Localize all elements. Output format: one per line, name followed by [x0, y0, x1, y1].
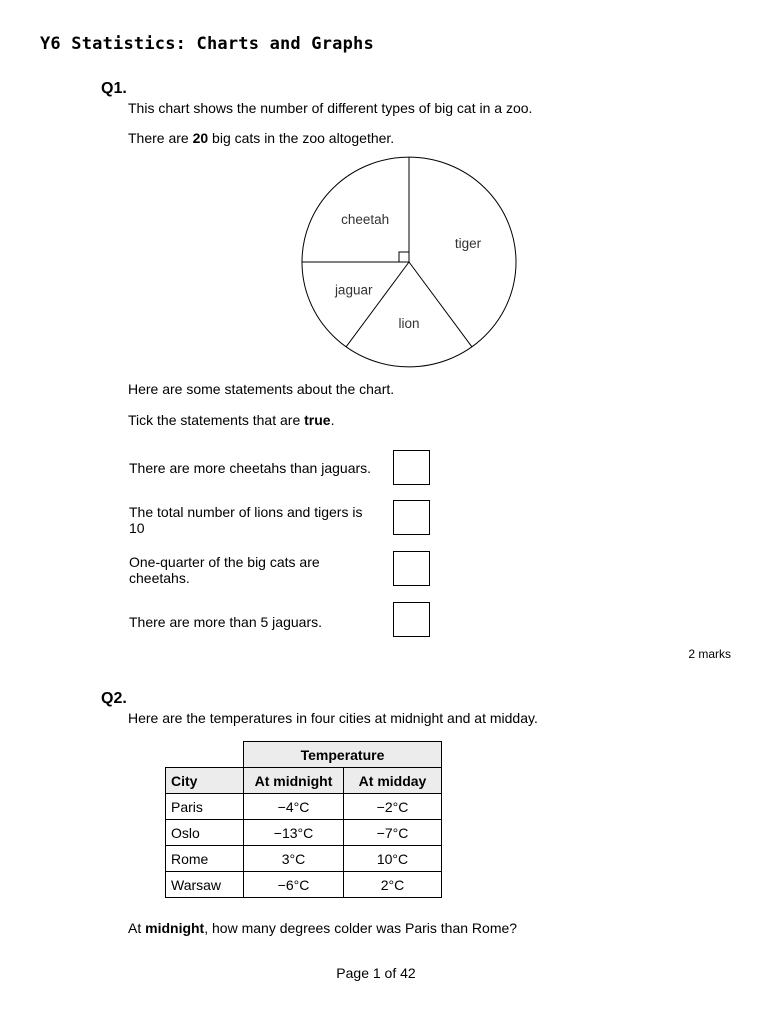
q1-tick-prefix: Tick the statements that are	[128, 412, 305, 428]
q2-question	[128, 920, 517, 936]
q2-question-suffix: , how many degrees colder was Paris than Rome?	[204, 920, 518, 936]
statement-2-text: The total number of lions and tigers is 10	[129, 504, 363, 536]
page-footer: Page 1 of 42	[336, 965, 416, 981]
column-header-midday: At midday	[344, 768, 442, 794]
temperature-header: Temperature	[244, 742, 442, 768]
midnight-cell: −4°C	[244, 794, 344, 820]
pie-chart	[296, 156, 526, 368]
statement-4-text: There are more than 5 jaguars.	[129, 614, 322, 630]
q2-intro: Here are the temperatures in four cities at midnight and at midday.	[128, 710, 538, 726]
q1-tick-bold: true	[304, 412, 331, 428]
pie-label-jaguar: jaguar	[334, 282, 373, 298]
q2-question-bold: midnight	[145, 920, 205, 936]
pie-label-lion: lion	[398, 315, 420, 331]
midday-cell: −7°C	[344, 820, 442, 846]
table-blank-cell	[166, 742, 244, 768]
table-row	[166, 846, 442, 872]
table-row	[166, 794, 442, 820]
q1-intro: This chart shows the number of different types of big cat in a zoo.	[128, 100, 533, 116]
q1-total-value: 20	[192, 130, 209, 146]
q1-statements-intro: Here are some statements about the chart.	[128, 381, 395, 397]
q1-total-statement	[128, 130, 394, 146]
city-cell: Paris	[166, 794, 244, 820]
marks-label: 2 marks	[688, 647, 731, 661]
pie-slice-boundary-jaguar	[346, 262, 409, 347]
statement-2-tickbox[interactable]	[393, 500, 430, 535]
table-row	[166, 872, 442, 898]
statement-3-text: One-quarter of the big cats are cheetahs.	[129, 554, 320, 586]
q1-total-suffix: big cats in the zoo altogether.	[208, 130, 395, 146]
midday-cell: 2°C	[344, 872, 442, 898]
table-row	[166, 820, 442, 846]
temperature-table	[165, 741, 442, 898]
city-cell: Oslo	[166, 820, 244, 846]
statement-4-tickbox[interactable]	[393, 602, 430, 637]
q2-question-prefix: At	[128, 920, 146, 936]
statement-1-text: There are more cheetahs than jaguars.	[129, 460, 372, 476]
q1-tick-suffix: .	[330, 412, 335, 428]
question-2-label: Q2.	[101, 690, 127, 707]
question-1-label: Q1.	[101, 80, 127, 97]
table-header-row	[166, 768, 442, 794]
pie-label-cheetah: cheetah	[341, 211, 390, 227]
page-title: Y6 Statistics: Charts and Graphs	[40, 34, 374, 54]
column-header-midnight: At midnight	[244, 768, 344, 794]
midnight-cell: 3°C	[244, 846, 344, 872]
statement-3-tickbox[interactable]	[393, 551, 430, 586]
pie-label-tiger: tiger	[454, 236, 482, 252]
pie-slice-boundary-lion	[409, 262, 472, 347]
city-cell: Warsaw	[166, 872, 244, 898]
midnight-cell: −13°C	[244, 820, 344, 846]
q1-total-prefix: There are	[128, 130, 193, 146]
table-group-header-row	[166, 742, 442, 768]
midday-cell: 10°C	[344, 846, 442, 872]
statement-1-tickbox[interactable]	[393, 450, 430, 485]
q1-tick-instruction	[128, 412, 334, 428]
column-header-city: City	[166, 768, 244, 794]
city-cell: Rome	[166, 846, 244, 872]
midday-cell: −2°C	[344, 794, 442, 820]
right-angle-marker	[399, 252, 409, 262]
midnight-cell: −6°C	[244, 872, 344, 898]
